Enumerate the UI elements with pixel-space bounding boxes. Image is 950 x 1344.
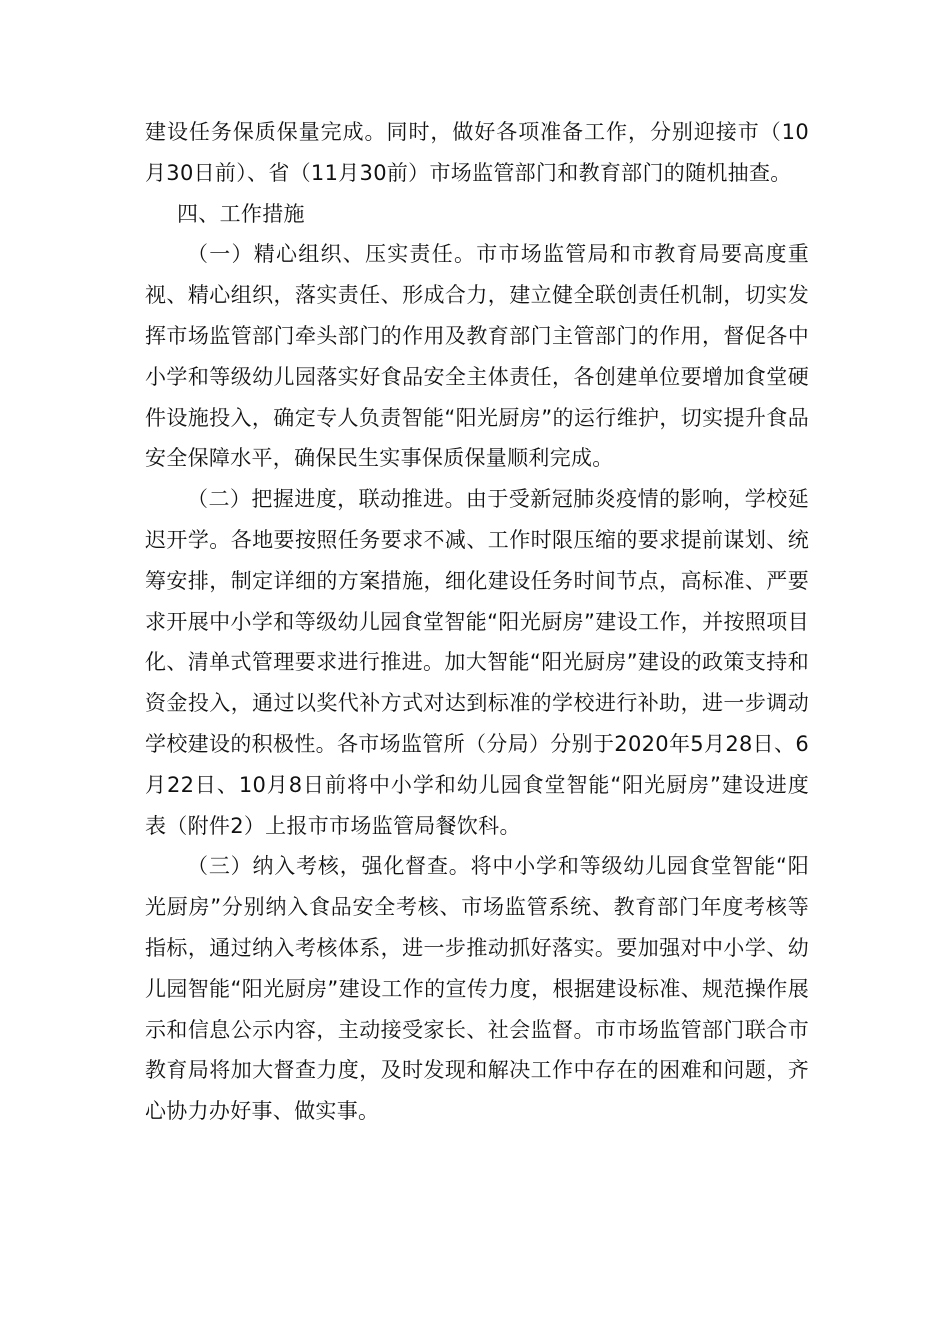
paragraph-measure-3: （三）纳入考核，强化督查。将中小学和等级幼儿园食堂智能“阳光厨房”分别纳入食品安全考核、市场监管系统、教育部门年度考核等指标，通过纳入考核体系，进一步推动抓好落实。要加强对中小学、幼儿园智能“阳光厨房”建设工作的宣传力度，根据建设标准、规范操作展示和信息公示内容，主动接受家长、社会监督。市市场监管部门联合市教育局将加大督查力度，及时发现和解决工作中存在的困难和问题，齐心协力办好事、做实事。 bbox=[145, 854, 809, 1124]
section-heading-work-measures: 四、工作措施 bbox=[177, 201, 305, 226]
document-page bbox=[145, 112, 809, 1132]
paragraph-continuation: 建设任务保质保量完成。同时，做好各项准备工作，分别迎接市（10月30日前）、省（11月30前）市场监管部门和教育部门的随机抽查。 bbox=[145, 120, 809, 185]
paragraph-measure-1: （一）精心组织、压实责任。市市场监管局和市教育局要高度重视、精心组织，落实责任、形成合力，建立健全联创责任机制，切实发挥市场监管部门牵头部门的作用及教育部门主管部门的作用，督促各中小学和等级幼儿园落实好食品安全主体责任，各创建单位要增加食堂硬件设施投入，确定专人负责智能“阳光厨房”的运行维护，切实提升食品安全保障水平，确保民生实事保质保量顺利完成。 bbox=[145, 242, 809, 471]
paragraph-measure-2: （二）把握进度，联动推进。由于受新冠肺炎疫情的影响，学校延迟开学。各地要按照任务要求不减、工作时限压缩的要求提前谋划、统筹安排，制定详细的方案措施，细化建设任务时间节点，高标准、严要求开展中小学和等级幼儿园食堂智能“阳光厨房”建设工作，并按照项目化、清单式管理要求进行推进。加大智能“阳光厨房”建设的政策支持和资金投入，通过以奖代补方式对达到标准的学校进行补助，进一步调动学校建设的积极性。各市场监管所（分局）分别于2020年5月28日、6月22日、10月8日前将中小学和幼儿园食堂智能“阳光厨房”建设进度表（附件2）上报市市场监管局餐饮科。 bbox=[145, 487, 809, 838]
